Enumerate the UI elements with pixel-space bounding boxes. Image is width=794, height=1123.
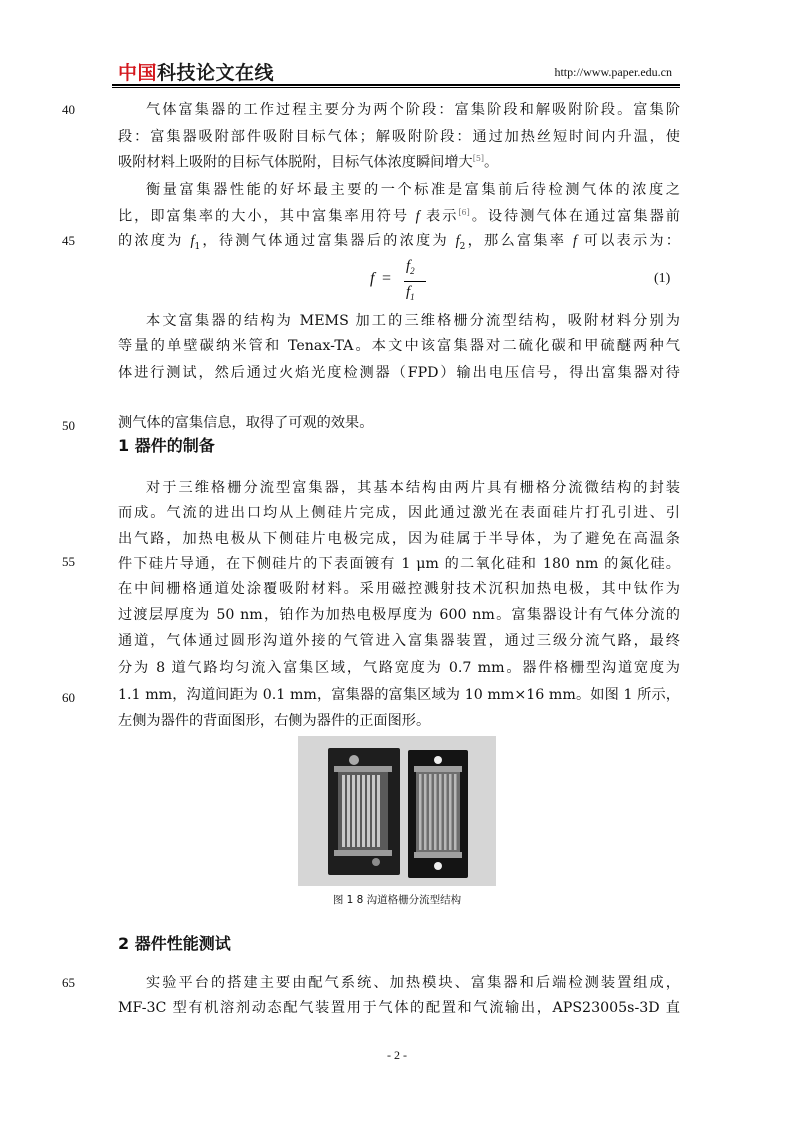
para1-line3-end: 。	[484, 154, 499, 171]
line-number-55: 55	[62, 554, 75, 569]
symbol-f-rate: f	[572, 233, 577, 249]
symbol-f2: f	[455, 233, 460, 249]
para3-line1: 本文富集器的结构为 MEMS 加工的三维格栅分流型结构，吸附材料分别为	[146, 313, 680, 329]
para3-line2: 等量的单壁碳纳米管和 Tenax-TA。本文中该富集器对二硫化碳和甲硫醚两种气	[118, 338, 680, 354]
eq-fraction-bar	[404, 281, 426, 282]
eq-numerator	[406, 258, 415, 276]
para4-line6: 过渡层厚度为 50 nm，铂作为加热电极厚度为 600 nm。富集器设计有气体分流的	[118, 607, 680, 623]
header-rule	[112, 84, 680, 86]
eq-equals: =	[382, 270, 392, 287]
equation-1	[370, 258, 450, 308]
para5-line2: MF-3C 型有机溶剂动态配气装置用于气体的配置和气流输出，APS23005s-3D 直	[118, 1000, 680, 1016]
header-url[interactable]: http://www.paper.edu.cn	[554, 65, 672, 79]
para2-line2	[118, 203, 680, 227]
eq-denominator	[406, 284, 415, 302]
para4-line4: 件下硅片导通，在下侧硅片的下表面镀有 1 μm 的二氧化硅和 180 nm 的氮化硅。	[118, 556, 680, 572]
para2-line2-text-a: 比，即富集率的大小，其中富集率用符号	[118, 208, 410, 225]
section-2-title: 2 器件性能测试	[118, 934, 231, 953]
symbol-f2-sub: 2	[459, 241, 466, 252]
para4-line5: 在中间栅格通道处涂覆吸附材料。采用磁控溅射技术沉积加热电极，其中钛作为	[118, 581, 680, 597]
logo-dark-text: 科技论文在线	[157, 62, 275, 84]
para3-line4: 测气体的富集信息，取得了可观的效果。	[118, 415, 374, 431]
para4-line7: 通道，气体通过圆形沟道外接的气管进入富集器装置，通过三级分流气路，最终	[118, 633, 680, 649]
para2-line3	[118, 231, 680, 257]
device-back-view	[328, 748, 400, 875]
eq-num-f: f	[406, 258, 411, 274]
para2-line1: 衡量富集器性能的好坏最主要的一个标准是富集前后待检测气体的浓度之	[146, 182, 680, 198]
eq-den-sub: 1	[410, 292, 415, 302]
line-number-45: 45	[62, 233, 75, 248]
para2-line3-text-a: 的浓度为	[118, 233, 184, 249]
eq-num-sub: 2	[410, 266, 415, 276]
device-front-view	[408, 750, 468, 878]
figure-1-caption: 图 1 8 沟道格栅分流型结构	[332, 894, 462, 906]
para4-line2: 而成。气流的进出口均从上侧硅片完成，因此通过激光在表面硅片打孔引进、引	[118, 505, 680, 521]
para4-line10: 左侧为器件的背面图形，右侧为器件的正面图形。	[118, 713, 431, 729]
citation-5: [5]	[472, 154, 485, 163]
header-rule-thin	[112, 87, 680, 88]
para1-line3	[118, 149, 680, 173]
para2-line2-text-c: 。设待测气体在通过富集器前	[469, 208, 680, 225]
logo-red-text: 中国	[118, 62, 158, 84]
para1-line2: 段：富集器吸附部件吸附目标气体；解吸附阶段：通过加热丝短时间内升温，使	[118, 129, 680, 145]
para4-line1: 对于三维格栅分流型富集器，其基本结构由两片具有栅格分流微结构的封装	[146, 480, 680, 496]
section-1-title: 1 器件的制备	[118, 436, 215, 455]
para4-line3: 出气路，加热电极从下侧硅片电极完成，因为硅属于半导体，为了避免在高温条	[118, 531, 680, 547]
symbol-f: f	[415, 208, 420, 225]
line-number-50: 50	[62, 418, 75, 433]
line-number-40: 40	[62, 102, 75, 117]
device-photo-illustration	[298, 736, 496, 886]
para2-line3-text-d: 可以表示为：	[583, 233, 680, 249]
para2-line3-text-b: ，待测气体通过富集器后的浓度为	[200, 233, 449, 249]
para2-line3-text-c: ，那么富集率	[465, 233, 567, 249]
para1-line3-text: 吸附材料上吸附的目标气体脱附，目标气体浓度瞬间增大	[118, 154, 473, 171]
figure-1-photo	[298, 736, 496, 886]
page-header	[112, 58, 680, 84]
symbol-f1-sub: 1	[194, 241, 201, 252]
symbol-f1: f	[190, 233, 195, 249]
para4-line8: 分为 8 道气路均匀流入富集区域，气路宽度为 0.7 mm。器件格栅型沟道宽度为	[118, 660, 680, 676]
line-number-60: 60	[62, 690, 75, 705]
para1-line1: 气体富集器的工作过程主要分为两个阶段：富集阶段和解吸附阶段。富集阶	[146, 102, 680, 118]
page-number: - 2 -	[387, 1048, 407, 1062]
journal-logo	[118, 58, 274, 85]
para4-line9: 1.1 mm，沟道间距为 0.1 mm，富集器的富集区域为 10 mm×16 mm。如图 1 所示，	[118, 687, 680, 703]
line-number-65: 65	[62, 975, 75, 990]
para5-line1: 实验平台的搭建主要由配气系统、加热模块、富集器和后端检测装置组成，	[146, 975, 680, 991]
equation-number: (1)	[654, 271, 671, 286]
para2-line2-text-b: 表示	[426, 208, 459, 225]
para3-line3: 体进行测试，然后通过火焰光度检测器（FPD）输出电压信号，得出富集器对待	[118, 365, 680, 381]
eq-den-f: f	[406, 284, 411, 300]
citation-6: [6]	[458, 208, 470, 217]
eq-lhs: f	[370, 270, 375, 287]
